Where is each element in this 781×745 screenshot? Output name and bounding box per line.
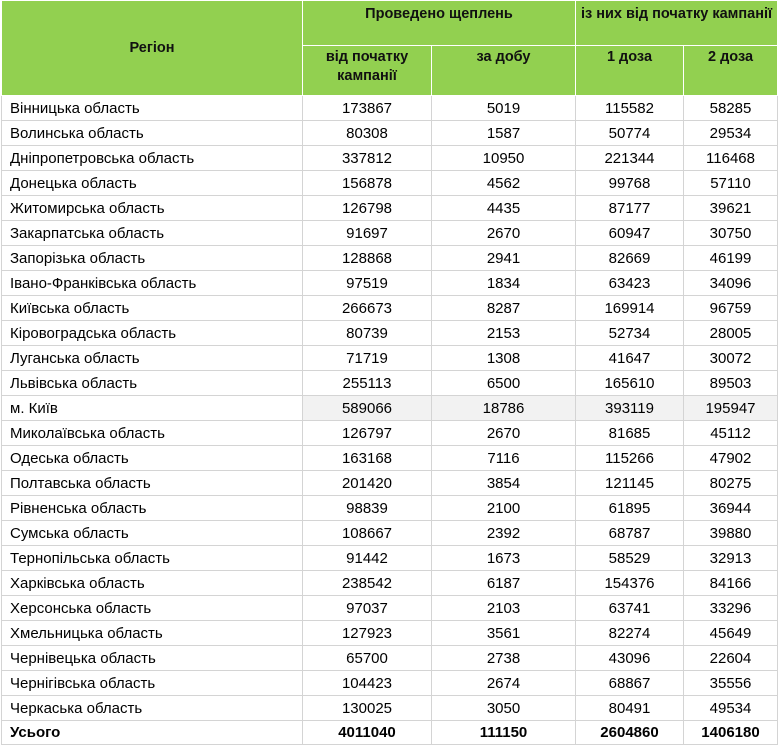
total-row	[2, 721, 778, 745]
cell-dose2: 34096	[684, 271, 778, 296]
cell-per-day: 3561	[432, 621, 576, 646]
cell-dose2: 22604	[684, 646, 778, 671]
cell-dose2: 116468	[684, 146, 778, 171]
cell-per-day: 7116	[432, 446, 576, 471]
cell-region: Чернігівська область	[2, 671, 303, 696]
cell-dose1: 43096	[576, 646, 684, 671]
cell-dose1: 81685	[576, 421, 684, 446]
cell-since-start: 80739	[303, 321, 432, 346]
cell-dose1: 82274	[576, 621, 684, 646]
cell-region: Луганська область	[2, 346, 303, 371]
header-vaccinated: Проведено щеплень	[303, 1, 576, 46]
cell-region: м. Київ	[2, 396, 303, 421]
cell-since-start: 71719	[303, 346, 432, 371]
table-row	[2, 571, 778, 596]
table-row	[2, 321, 778, 346]
cell-region: Закарпатська область	[2, 221, 303, 246]
cell-since-start: 98839	[303, 496, 432, 521]
cell-since-start: 201420	[303, 471, 432, 496]
cell-region: Київська область	[2, 296, 303, 321]
cell-region: Хмельницька область	[2, 621, 303, 646]
cell-per-day: 2941	[432, 246, 576, 271]
header-dose2: 2 доза	[684, 46, 778, 96]
cell-since-start: 173867	[303, 96, 432, 121]
cell-per-day: 2670	[432, 221, 576, 246]
table-row	[2, 696, 778, 721]
cell-region: Черкаська область	[2, 696, 303, 721]
cell-dose2: 47902	[684, 446, 778, 471]
cell-dose1: 169914	[576, 296, 684, 321]
table-row	[2, 296, 778, 321]
cell-region: Херсонська область	[2, 596, 303, 621]
table-row	[2, 121, 778, 146]
cell-dose2: 195947	[684, 396, 778, 421]
table-row	[2, 421, 778, 446]
cell-per-day: 3854	[432, 471, 576, 496]
cell-dose1: 52734	[576, 321, 684, 346]
cell-since-start: 126798	[303, 196, 432, 221]
table-row	[2, 346, 778, 371]
cell-per-day: 4562	[432, 171, 576, 196]
table-row	[2, 396, 778, 421]
cell-per-day: 6187	[432, 571, 576, 596]
cell-per-day: 2100	[432, 496, 576, 521]
table-row	[2, 96, 778, 121]
cell-since-start: 127923	[303, 621, 432, 646]
cell-dose1: 63423	[576, 271, 684, 296]
cell-region: Волинська область	[2, 121, 303, 146]
table-row	[2, 671, 778, 696]
cell-per-day: 2392	[432, 521, 576, 546]
cell-dose1: 58529	[576, 546, 684, 571]
cell-dose1: 165610	[576, 371, 684, 396]
cell-dose2: 84166	[684, 571, 778, 596]
cell-since-start: 97037	[303, 596, 432, 621]
total-label: Усього	[2, 721, 303, 745]
cell-per-day: 2674	[432, 671, 576, 696]
cell-dose2: 30072	[684, 346, 778, 371]
cell-dose2: 36944	[684, 496, 778, 521]
total-dose2: 1406180	[684, 721, 778, 745]
table-row	[2, 171, 778, 196]
cell-region: Кіровоградська область	[2, 321, 303, 346]
cell-per-day: 8287	[432, 296, 576, 321]
cell-dose2: 49534	[684, 696, 778, 721]
cell-dose2: 35556	[684, 671, 778, 696]
cell-per-day: 2670	[432, 421, 576, 446]
cell-region: Сумська область	[2, 521, 303, 546]
cell-region: Запорізька область	[2, 246, 303, 271]
cell-dose1: 121145	[576, 471, 684, 496]
total-since-start: 4011040	[303, 721, 432, 745]
cell-dose1: 154376	[576, 571, 684, 596]
cell-region: Львівська область	[2, 371, 303, 396]
cell-dose1: 80491	[576, 696, 684, 721]
cell-region: Харківська область	[2, 571, 303, 596]
cell-dose1: 115582	[576, 96, 684, 121]
cell-dose1: 68787	[576, 521, 684, 546]
cell-dose2: 45649	[684, 621, 778, 646]
cell-per-day: 2103	[432, 596, 576, 621]
cell-dose2: 32913	[684, 546, 778, 571]
cell-region: Тернопільська область	[2, 546, 303, 571]
cell-dose1: 221344	[576, 146, 684, 171]
header-dose1: 1 доза	[576, 46, 684, 96]
cell-since-start: 104423	[303, 671, 432, 696]
cell-since-start: 126797	[303, 421, 432, 446]
cell-dose2: 46199	[684, 246, 778, 271]
cell-dose2: 28005	[684, 321, 778, 346]
header-per-day: за добу	[432, 46, 576, 96]
cell-dose1: 87177	[576, 196, 684, 221]
total-dose1: 2604860	[576, 721, 684, 745]
cell-dose2: 96759	[684, 296, 778, 321]
table-row	[2, 596, 778, 621]
cell-per-day: 10950	[432, 146, 576, 171]
cell-dose2: 80275	[684, 471, 778, 496]
cell-dose1: 68867	[576, 671, 684, 696]
cell-dose1: 63741	[576, 596, 684, 621]
cell-since-start: 255113	[303, 371, 432, 396]
cell-since-start: 156878	[303, 171, 432, 196]
table-row	[2, 646, 778, 671]
cell-per-day: 1673	[432, 546, 576, 571]
cell-since-start: 91697	[303, 221, 432, 246]
cell-dose1: 50774	[576, 121, 684, 146]
table-row	[2, 196, 778, 221]
cell-region: Одеська область	[2, 446, 303, 471]
cell-since-start: 337812	[303, 146, 432, 171]
cell-region: Вінницька область	[2, 96, 303, 121]
cell-per-day: 3050	[432, 696, 576, 721]
cell-region: Івано-Франківська область	[2, 271, 303, 296]
cell-per-day: 2738	[432, 646, 576, 671]
cell-dose2: 45112	[684, 421, 778, 446]
cell-region: Рівненська область	[2, 496, 303, 521]
cell-since-start: 108667	[303, 521, 432, 546]
table-body	[2, 96, 778, 721]
cell-per-day: 1308	[432, 346, 576, 371]
cell-since-start: 589066	[303, 396, 432, 421]
cell-dose1: 115266	[576, 446, 684, 471]
header-region: Регіон	[2, 1, 303, 96]
table-row	[2, 221, 778, 246]
cell-dose2: 57110	[684, 171, 778, 196]
cell-per-day: 4435	[432, 196, 576, 221]
cell-dose1: 393119	[576, 396, 684, 421]
cell-since-start: 130025	[303, 696, 432, 721]
header-of-which: із них від початку кампанії	[576, 1, 778, 46]
cell-per-day: 2153	[432, 321, 576, 346]
cell-dose1: 99768	[576, 171, 684, 196]
cell-since-start: 97519	[303, 271, 432, 296]
cell-per-day: 18786	[432, 396, 576, 421]
table-row	[2, 446, 778, 471]
cell-dose2: 39621	[684, 196, 778, 221]
table-row	[2, 146, 778, 171]
table-row	[2, 271, 778, 296]
table-row	[2, 471, 778, 496]
cell-since-start: 80308	[303, 121, 432, 146]
table-row	[2, 621, 778, 646]
table-header	[2, 1, 778, 96]
vaccination-table	[1, 0, 778, 745]
header-since-start: від початку кампанії	[303, 46, 432, 96]
cell-dose1: 82669	[576, 246, 684, 271]
table-row	[2, 546, 778, 571]
cell-dose1: 60947	[576, 221, 684, 246]
cell-dose1: 41647	[576, 346, 684, 371]
cell-since-start: 266673	[303, 296, 432, 321]
cell-dose2: 29534	[684, 121, 778, 146]
cell-per-day: 1587	[432, 121, 576, 146]
cell-region: Полтавська область	[2, 471, 303, 496]
cell-per-day: 5019	[432, 96, 576, 121]
total-per-day: 111150	[432, 721, 576, 745]
cell-since-start: 65700	[303, 646, 432, 671]
cell-dose2: 39880	[684, 521, 778, 546]
cell-since-start: 163168	[303, 446, 432, 471]
table-row	[2, 521, 778, 546]
cell-since-start: 128868	[303, 246, 432, 271]
cell-per-day: 6500	[432, 371, 576, 396]
cell-region: Чернівецька область	[2, 646, 303, 671]
cell-dose2: 33296	[684, 596, 778, 621]
cell-dose1: 61895	[576, 496, 684, 521]
cell-dose2: 30750	[684, 221, 778, 246]
cell-region: Миколаївська область	[2, 421, 303, 446]
table-row	[2, 496, 778, 521]
cell-since-start: 91442	[303, 546, 432, 571]
table-row	[2, 246, 778, 271]
table-row	[2, 371, 778, 396]
cell-since-start: 238542	[303, 571, 432, 596]
cell-region: Дніпропетровська область	[2, 146, 303, 171]
cell-per-day: 1834	[432, 271, 576, 296]
cell-dose2: 89503	[684, 371, 778, 396]
cell-region: Житомирська область	[2, 196, 303, 221]
cell-region: Донецька область	[2, 171, 303, 196]
cell-dose2: 58285	[684, 96, 778, 121]
